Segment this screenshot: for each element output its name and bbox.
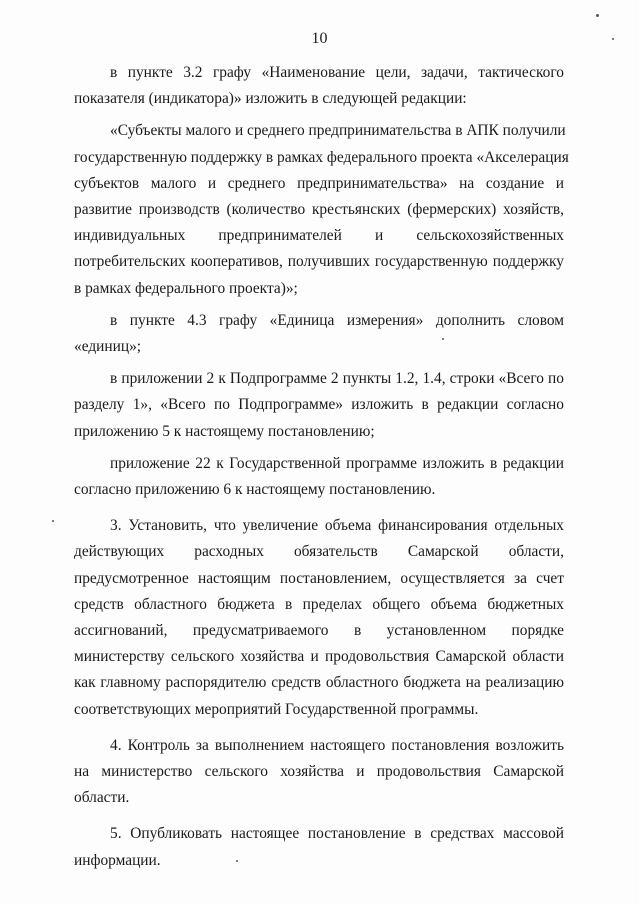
text-line: на министерство сельского хозяйства и продовольствия Самарской xyxy=(74,763,564,781)
text-line: приложение 22 к Государственной программе изложить в редакции xyxy=(110,454,564,472)
text-line: средств областного бюджета в пределах общего объема бюджетных xyxy=(74,595,564,613)
paragraph xyxy=(74,118,569,301)
paragraph xyxy=(74,60,564,112)
text-line: индивидуальных предпринимателей и сельскохозяйственных xyxy=(74,227,564,245)
text-line: соответствующих мероприятий Государственной программы. xyxy=(74,700,479,718)
text-line: приложению 5 к настоящему постановлению; xyxy=(74,422,375,440)
text-line: согласно приложению 6 к настоящему постановлению. xyxy=(74,481,436,499)
text-line: государственную поддержку в рамках федерального проекта «Акселерация xyxy=(74,148,569,166)
paragraph xyxy=(74,513,564,723)
text-line: в рамках федерального проекта)»; xyxy=(74,279,298,297)
text-line: субъектов малого и среднего предпринимательства» на создание и xyxy=(74,174,564,192)
text-line: 3. Установить, что увеличение объема финансирования отдельных xyxy=(110,517,564,535)
text-line: как главному распорядителю средств областного бюджета на реализацию xyxy=(74,674,564,692)
scan-speck xyxy=(596,14,599,17)
text-line: разделу 1», «Всего по Подпрограмме» изложить в редакции согласно xyxy=(74,396,564,414)
text-line: 4. Контроль за выполнением настоящего постановления возложить xyxy=(110,736,564,754)
text-line: в пункте 3.2 графу «Наименование цели, задачи, тактического xyxy=(110,64,564,81)
text-line: информации. xyxy=(74,851,161,869)
scan-speck xyxy=(52,520,54,522)
text-line: области. xyxy=(74,789,130,807)
text-line: в пункте 4.3 графу «Единица измерения» дополнить словом xyxy=(110,311,564,329)
scan-speck xyxy=(612,38,614,40)
text-line: ассигнований, предусматриваемого в установленном порядке xyxy=(74,622,564,640)
text-line: «единиц»; xyxy=(74,338,142,356)
text-line: потребительских кооперативов, получивших государственную поддержку xyxy=(74,253,564,271)
text-line: в приложении 2 к Подпрограмме 2 пункты 1.2, 1.4, строки «Всего по xyxy=(110,370,564,388)
page-number: 10 xyxy=(311,30,328,47)
text-line: «Субъекты малого и среднего предпринимательства в АПК получили xyxy=(110,122,566,140)
text-line: развитие производств (количество крестьянских (фермерских) хозяйств, xyxy=(74,201,564,219)
paragraph xyxy=(74,308,564,360)
scan-speck xyxy=(442,338,444,340)
paragraph xyxy=(74,733,564,812)
paragraph xyxy=(74,451,564,503)
text-line: действующих расходных обязательств Самарской области, xyxy=(74,543,564,561)
text-line: министерству сельского хозяйства и продовольствия Самарской области xyxy=(74,648,564,666)
text-line: 5. Опубликовать настоящее постановление в средствах массовой xyxy=(110,825,564,843)
text-line: показателя (индикатора)» изложить в следующей редакции: xyxy=(74,90,467,108)
paragraph xyxy=(74,821,564,873)
scan-speck xyxy=(236,860,238,862)
paragraph xyxy=(74,366,564,445)
document-body xyxy=(74,60,569,874)
text-line: предусмотренное настоящим постановлением, осуществляется за счет xyxy=(74,569,564,587)
